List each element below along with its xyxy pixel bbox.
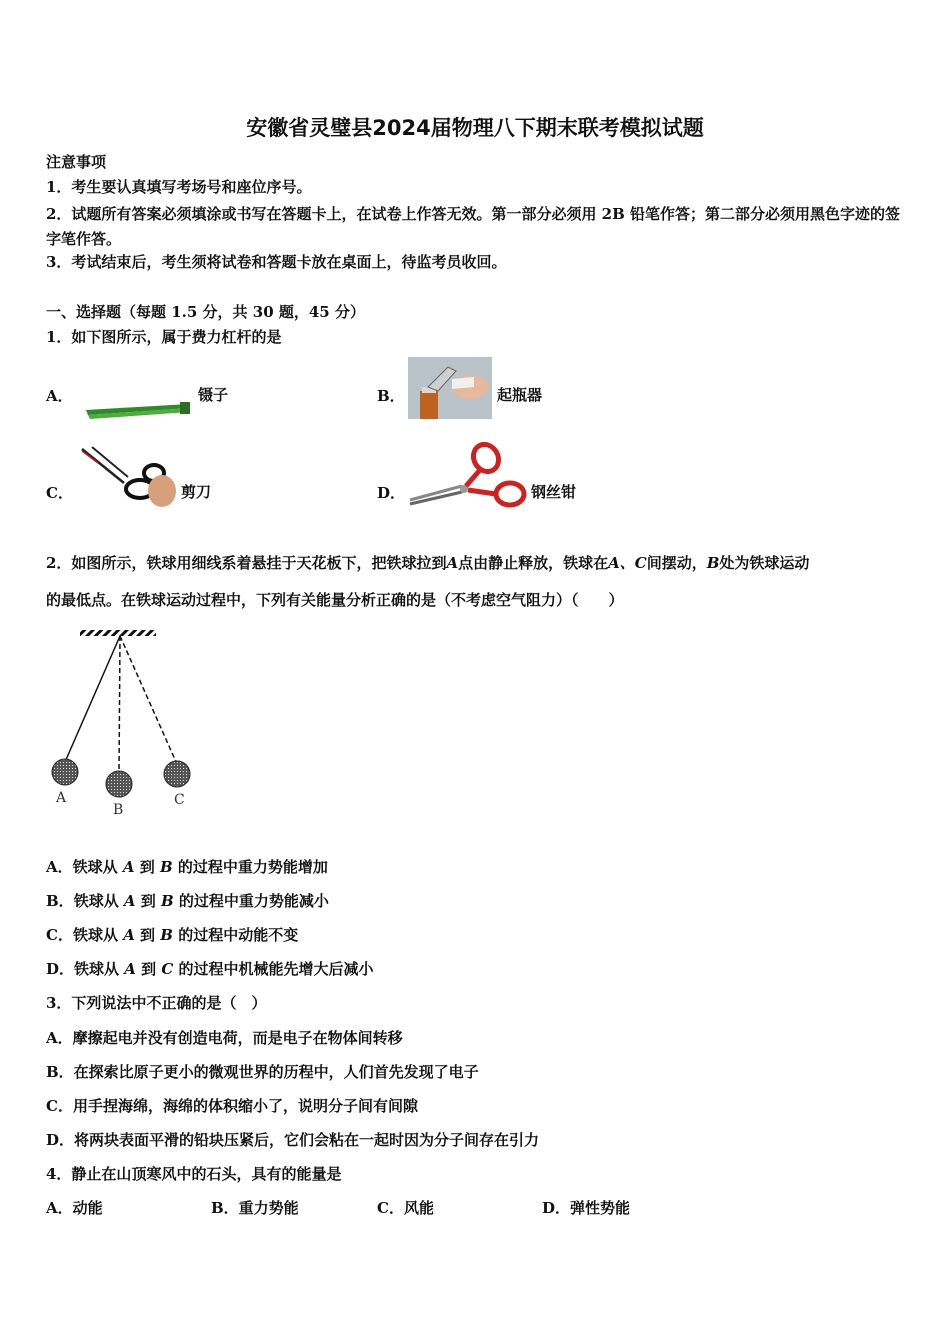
q1-option-a-letter: A． — [46, 387, 73, 405]
q2-option-a: A．铁球从 A 到 B 的过程中重力势能增加 — [46, 858, 328, 876]
q4-option-d: D．弹性势能 — [542, 1199, 631, 1217]
q2-option-d: D．铁球从 A 到 C 的过程中机械能先增大后减小 — [46, 960, 374, 978]
q1-option-c-letter: C． — [46, 484, 73, 502]
q2-stem-line1: 2．如图所示，铁球用细线系着悬挂于天花板下，把铁球拉到A点由静止释放，铁球在A、C间摆动，B处为铁球运动 — [46, 554, 810, 572]
section-heading: 一、选择题（每题 1.5 分，共 30 题，45 分） — [46, 303, 365, 321]
q4-option-b: B．重力势能 — [211, 1199, 299, 1217]
q1-stem: 1．如下图所示，属于费力杠杆的是 — [46, 328, 282, 346]
q3-option-a: A．摩擦起电并没有创造电荷，而是电子在物体间转移 — [46, 1029, 403, 1047]
q4-stem: 4．静止在山顶寒风中的石头，具有的能量是 — [46, 1165, 342, 1183]
pendulum-label-c: C — [174, 792, 185, 808]
q1-option-b-label: 起瓶器 — [497, 386, 543, 404]
q4-option-a: A．动能 — [46, 1199, 103, 1217]
q1-option-d-letter: D． — [377, 484, 406, 502]
pendulum-label-b: B — [113, 802, 124, 818]
notice-heading: 注意事项 — [46, 153, 107, 171]
q2-stem-line2: 的最低点。在铁球运动过程中，下列有关能量分析正确的是（不考虑空气阻力）（ ） — [46, 591, 624, 609]
q2-option-c: C．铁球从 A 到 B 的过程中动能不变 — [46, 926, 299, 944]
notice-item-3: 3．考试结束后，考生须将试卷和答题卡放在桌面上，待监考员收回。 — [46, 253, 507, 271]
pendulum-label-a: A — [56, 790, 67, 806]
q2-option-b: B．铁球从 A 到 B 的过程中重力势能减小 — [46, 892, 329, 910]
pendulum-figure — [44, 626, 204, 822]
pliers-image — [406, 440, 530, 512]
q1-option-b-letter: B． — [377, 387, 405, 405]
bottle-opener-image — [408, 357, 492, 419]
q4-option-c: C．风能 — [377, 1199, 434, 1217]
q1-option-c-label: 剪刀 — [181, 483, 212, 501]
notice-item-1: 1．考生要认真填写考场号和座位序号。 — [46, 178, 312, 196]
page-title: 安徽省灵璧县2024届物理八下期末联考模拟试题 — [246, 116, 704, 140]
scissors-image — [78, 445, 178, 509]
notice-item-2: 2．试题所有答案必须填涂或书写在答题卡上，在试卷上作答无效。第一部分必须用 2B 铅笔作答；第二部分必须用黑色字迹的签字笔作答。 — [46, 205, 901, 248]
q1-option-d-label: 钢丝钳 — [531, 483, 577, 501]
q1-option-a-label: 镊子 — [198, 386, 229, 404]
q3-stem: 3．下列说法中不正确的是（ ） — [46, 994, 267, 1012]
q3-option-d: D．将两块表面平滑的铅块压紧后，它们会粘在一起时因为分子间存在引力 — [46, 1131, 540, 1149]
q3-option-b: B．在探索比原子更小的微观世界的历程中，人们首先发现了电子 — [46, 1063, 479, 1081]
q3-option-c: C．用手捏海绵，海绵的体积缩小了，说明分子间有间隙 — [46, 1097, 418, 1115]
tweezers-image — [84, 398, 194, 420]
